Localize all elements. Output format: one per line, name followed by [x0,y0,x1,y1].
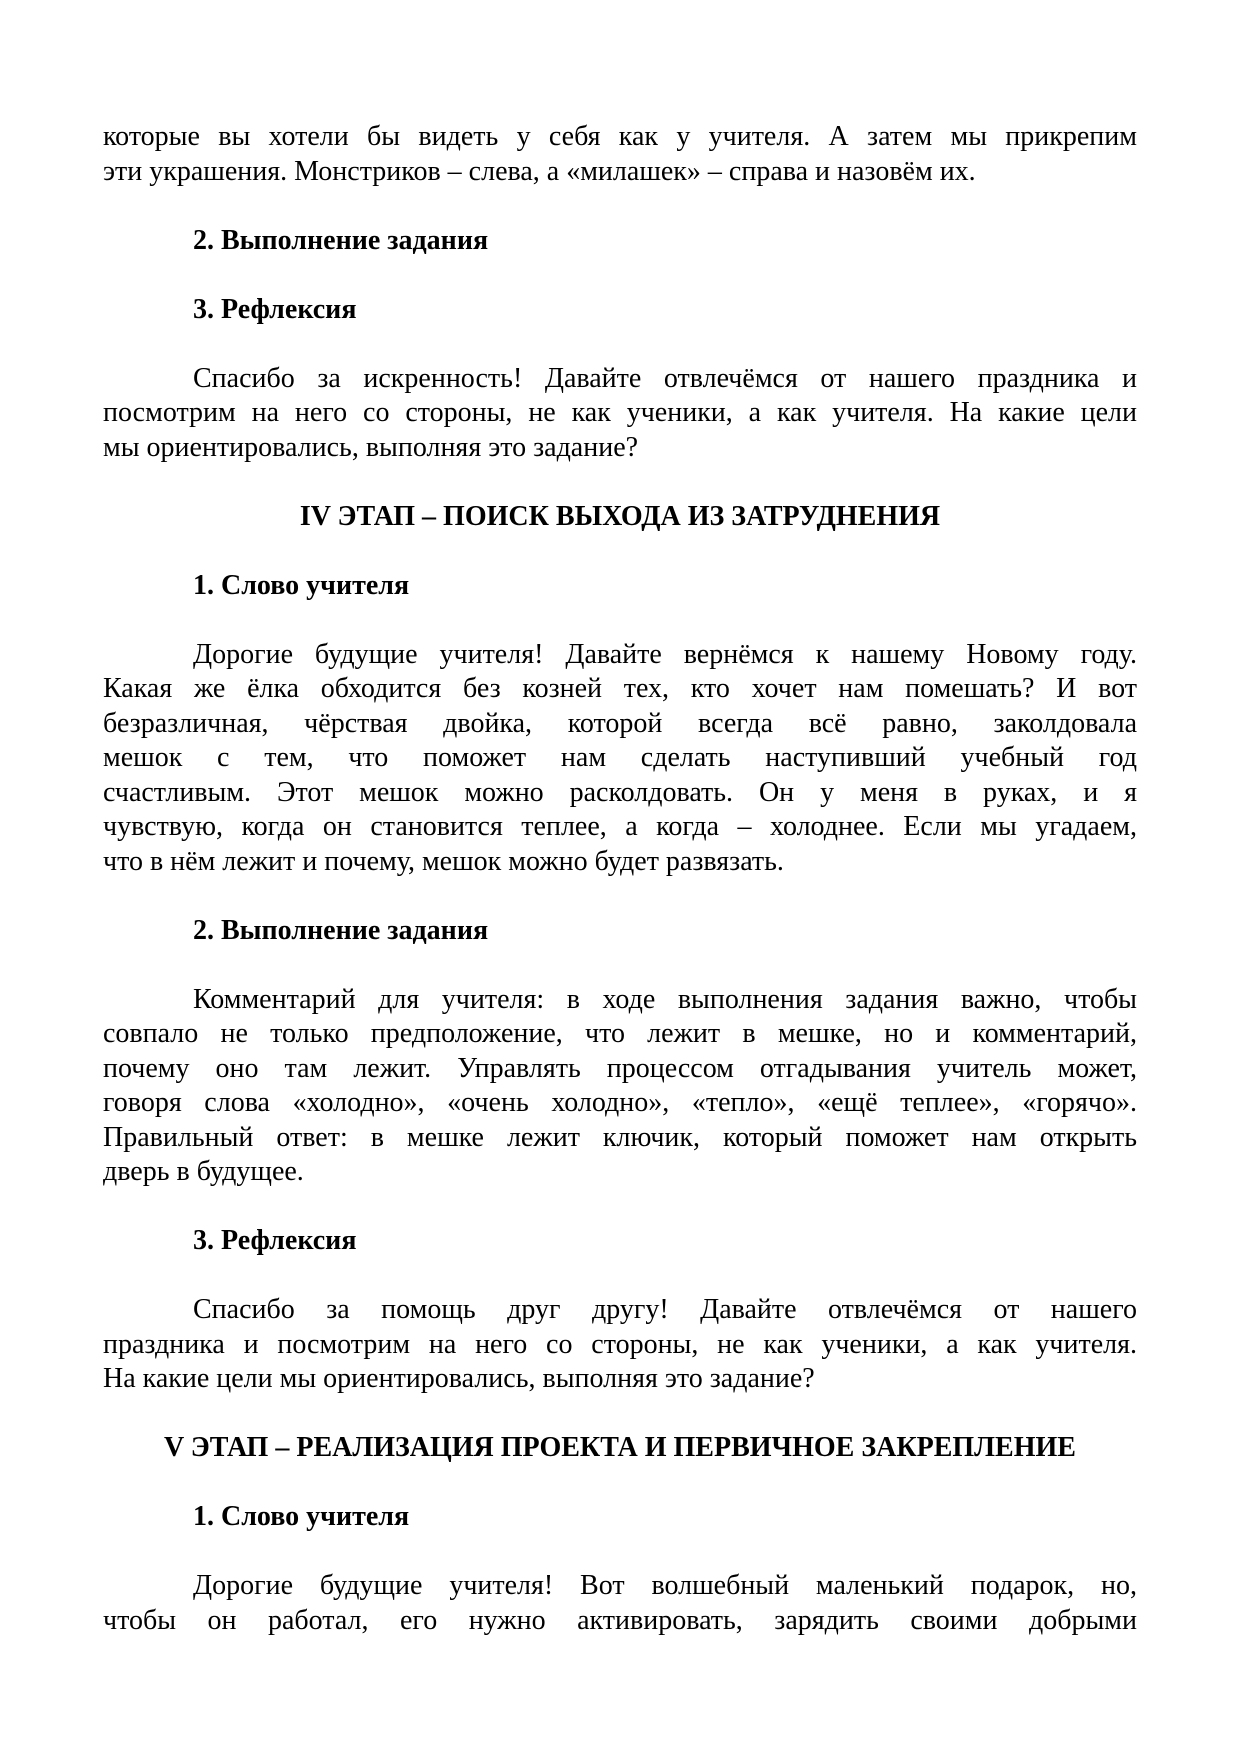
text-line: праздника и посмотрим на него со стороны, не как ученики, а как учителя. [103,1328,1137,1360]
numbered-subheading: 1. Слово учителя [193,569,410,601]
text-line: говоря слова «холодно», «очень холодно», «тепло», «ещё теплее», «горячо». [103,1087,1137,1118]
text-line: чувствую, когда он становится теплее, а когда – холоднее. Если мы угадаем, [103,811,1137,842]
text-line: совпало не только предположение, что лежит в мешке, но и комментарий, [103,1018,1137,1049]
paragraph [103,1569,1137,1638]
text-line: посмотрим на него со стороны, не как ученики, а как учителя. На какие цели [103,397,1137,428]
text-line: мешок с тем, что поможет нам сделать наступивший учебный год [103,742,1137,773]
text-line: На какие цели мы ориентировались, выполняя это задание? [103,1363,815,1394]
stage-heading: V ЭТАП – РЕАЛИЗАЦИЯ ПРОЕКТА И ПЕРВИЧНОЕ ЗАКРЕПЛЕНИЕ [164,1432,1076,1463]
text-line: мы ориентировались, выполняя это задание? [103,431,639,463]
numbered-subheading: 3. Рефлексия [193,1225,357,1256]
numbered-subheading: 2. Выполнение задания [193,914,489,946]
numbered-subheading: 1. Слово учителя [193,1501,410,1532]
text-line: Какая же ёлка обходится без козней тех, кто хочет нам помешать? И вот [103,673,1137,704]
text-line: которые вы хотели бы видеть у себя как у учителя. А затем мы прикрепим [103,121,1137,152]
text-line: Спасибо за помощь друг другу! Давайте отвлечёмся от нашего [193,1294,1137,1325]
text-line: что в нём лежит и почему, мешок можно будет развязать. [103,845,784,877]
text-line: эти украшения. Монстриков – слева, а «милашек» – справа и назовём их. [103,155,976,187]
text-line: чтобы он работал, его нужно активировать, зарядить своими добрыми [103,1604,1137,1636]
text-line: Дорогие будущие учителя! Давайте вернёмся к нашему Новому году. [193,638,1137,670]
text-line: дверь в будущее. [103,1156,304,1187]
text-line: счастливым. Этот мешок можно расколдовать. Он у меня в руках, и я [103,776,1137,808]
numbered-subheading: 2. Выполнение задания [193,224,489,256]
stage-heading: IV ЭТАП – ПОИСК ВЫХОДА ИЗ ЗАТРУДНЕНИЯ [299,500,941,532]
text-line: безразличная, чёрствая двойка, которой всегда всё равно, заколдовала [103,707,1137,739]
paragraph [103,983,1137,1190]
text-line: Дорогие будущие учителя! Вот волшебный маленький подарок, но, [193,1570,1137,1601]
text-line: Правильный ответ: в мешке лежит ключик, который поможет нам открыть [103,1121,1137,1153]
text-line: Комментарий для учителя: в ходе выполнения задания важно, чтобы [193,983,1137,1015]
paragraph [103,1293,1137,1397]
text-line: почему оно там лежит. Управлять процессом отгадывания учитель может, [103,1052,1137,1084]
paragraph [103,120,1137,189]
numbered-subheading: 3. Рефлексия [193,293,357,325]
text-line: Спасибо за искренность! Давайте отвлечёмся от нашего праздника и [193,362,1137,394]
paragraph [103,638,1137,880]
paragraph [103,362,1137,466]
